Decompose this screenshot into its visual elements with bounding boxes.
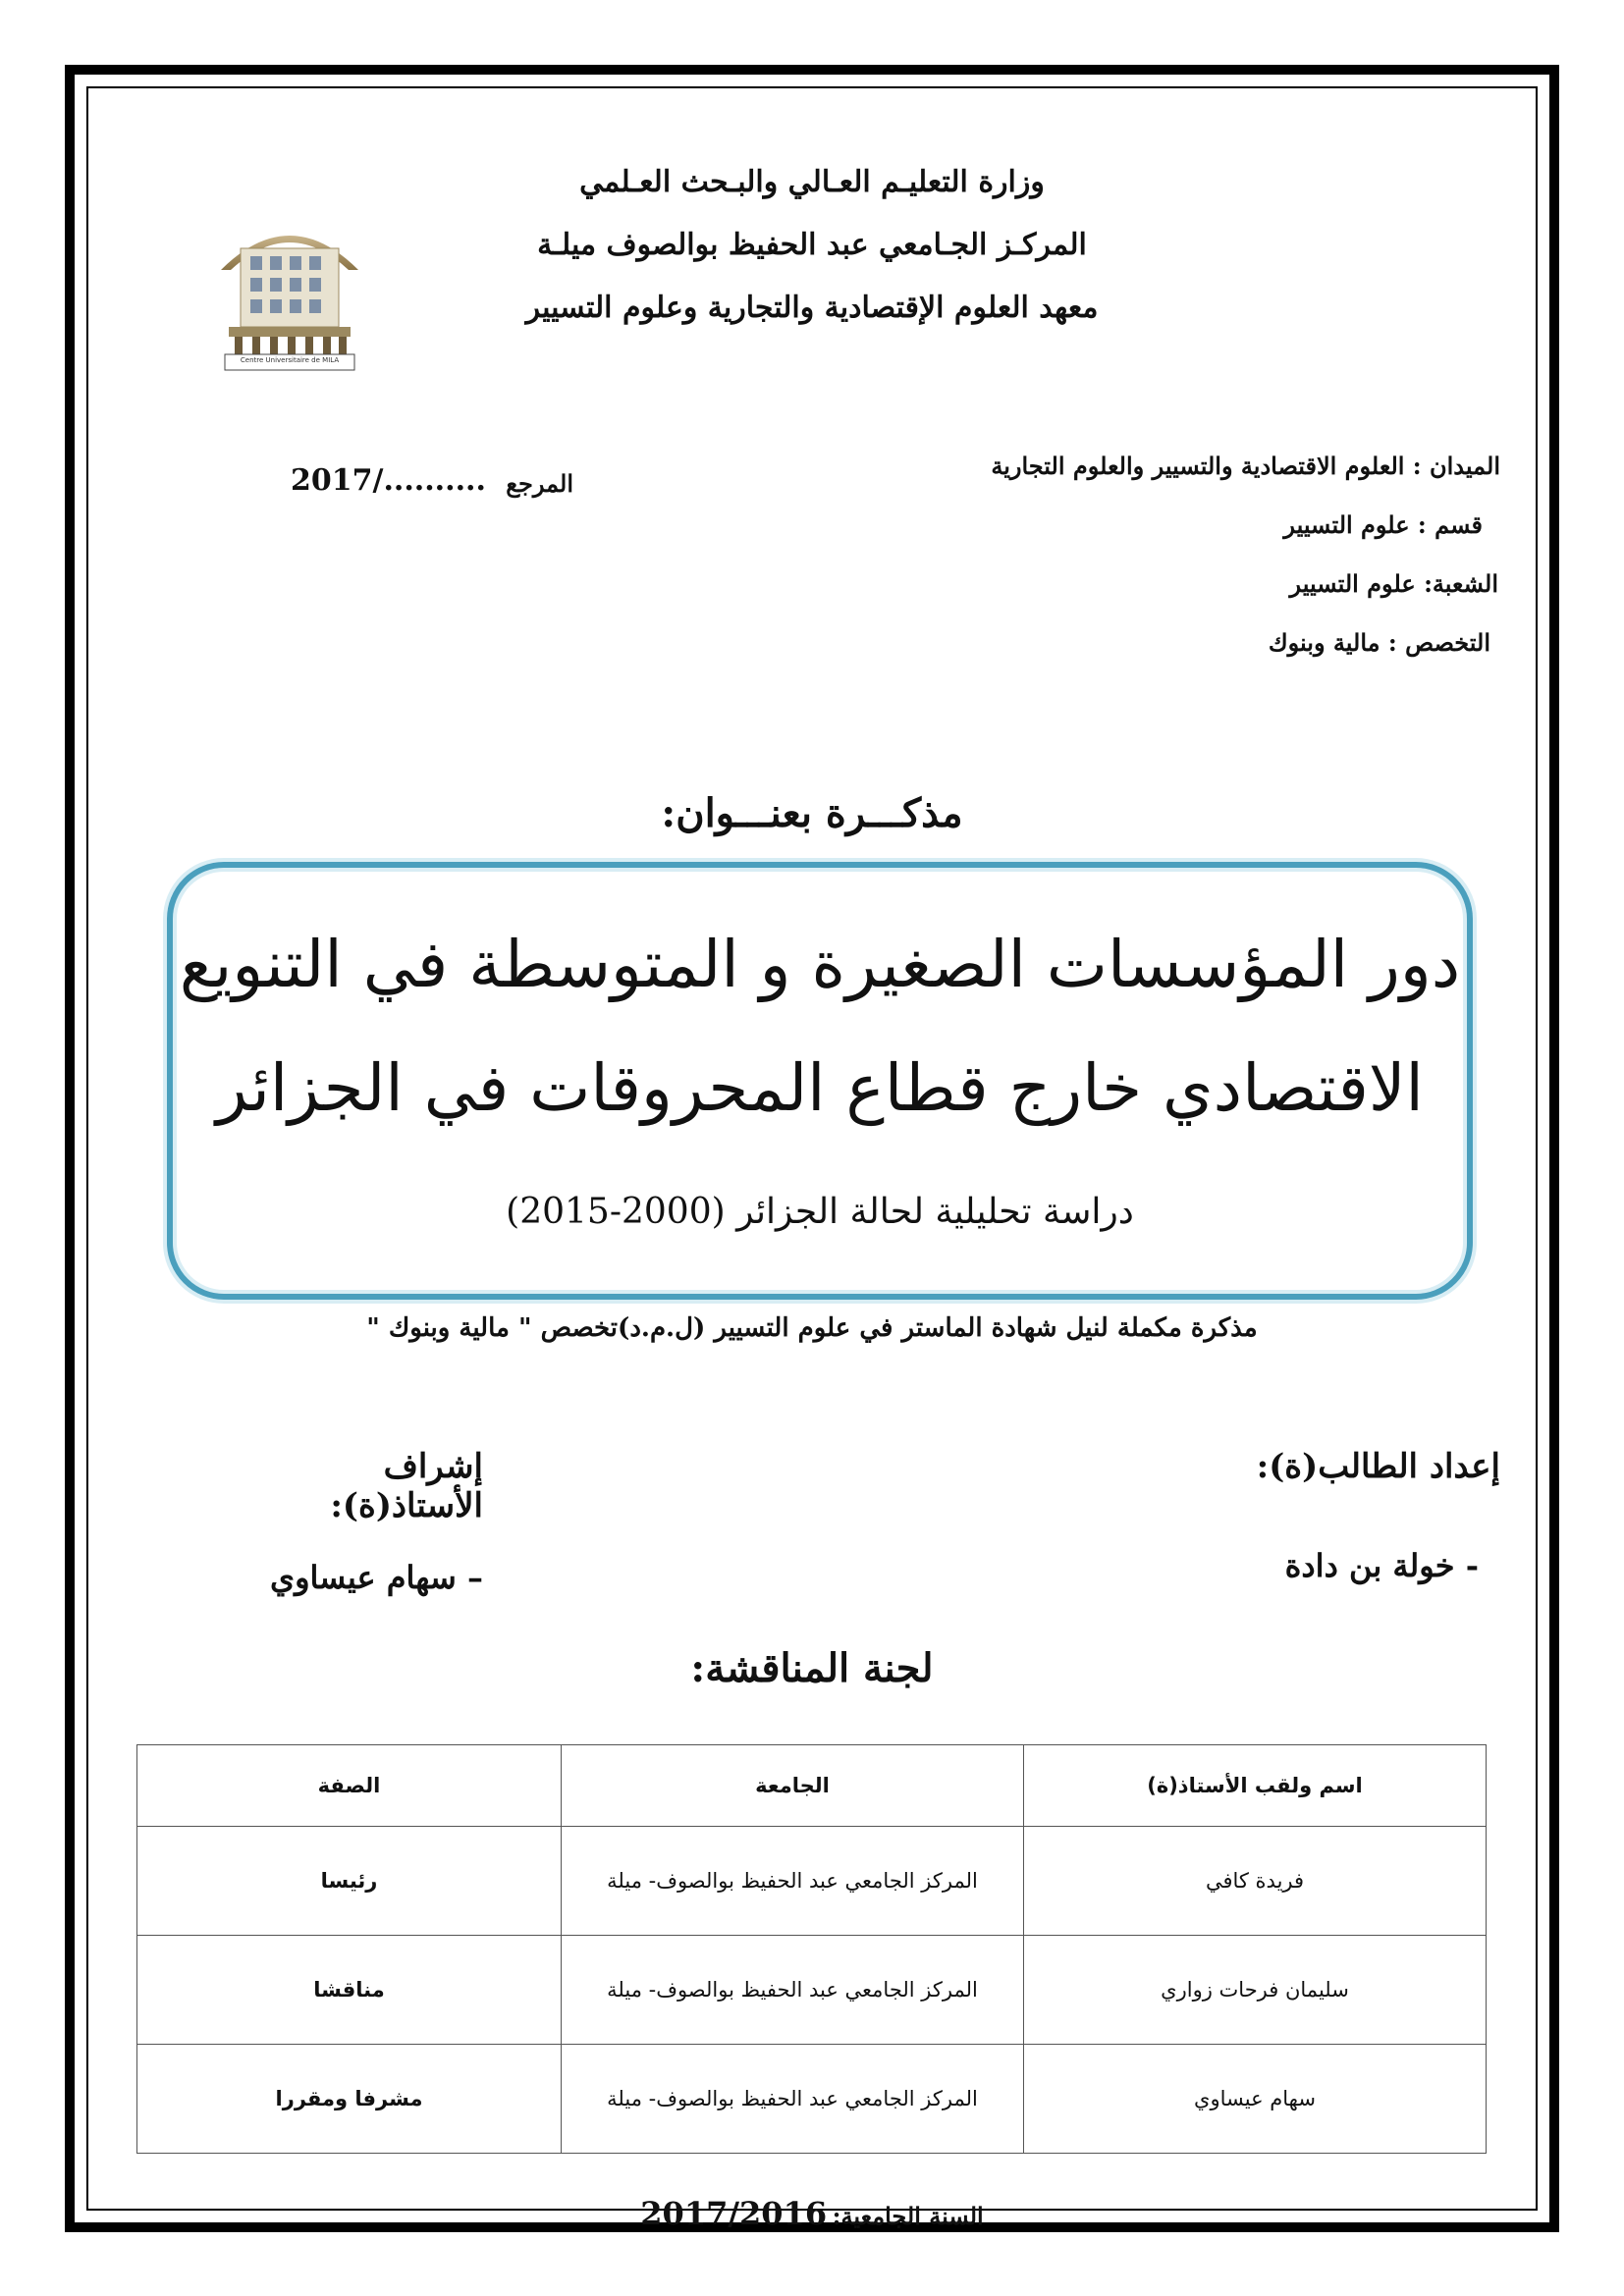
- table-header-row: [137, 1745, 1487, 1827]
- logo-caption: Centre Universitaire de MILA: [240, 356, 340, 364]
- department-field: قسم : علوم التسيير: [1283, 510, 1483, 539]
- member-name: فريدة كافي: [1024, 1827, 1487, 1936]
- member-name: سهام عيساوي: [1024, 2045, 1487, 2154]
- center-line: المركـز الجـامعي عبد الحفيظ بوالصوف ميلـة: [537, 228, 1087, 262]
- table-row: [137, 1936, 1487, 2045]
- specialty-field: التخصص : مالية وبنوك: [1268, 628, 1490, 657]
- title-line-1: دور المؤسسات الصغيرة و المتوسطة في التنويع: [179, 927, 1461, 1002]
- memo-heading: مذكـــرة بعنـــوان:: [661, 790, 963, 836]
- member-university: المركز الجامعي عبد الحفيظ بوالصوف- ميلة: [562, 1827, 1024, 1936]
- university-logo: [201, 201, 378, 378]
- title-subtitle: دراسة تحليلية لحالة الجزائر (2000-2015): [506, 1192, 1134, 1232]
- branch-field: الشعبة: علوم التسيير: [1289, 569, 1498, 598]
- academic-year-label: السنة الجامعية:: [832, 2202, 984, 2230]
- academic-year: [0, 2195, 1624, 2232]
- student-name: - خولة بن دادة: [1284, 1547, 1479, 1584]
- supervisor-label: إشراف الأستاذ(ة):: [330, 1447, 483, 1525]
- academic-year-value: 2017/2016: [640, 2195, 828, 2232]
- member-name: سليمان فرحات زواري: [1024, 1936, 1487, 2045]
- reference-label: المرجع: [506, 469, 573, 498]
- member-university: المركز الجامعي عبد الحفيظ بوالصوف- ميلة: [562, 2045, 1024, 2154]
- committee-heading: لجنة المناقشة:: [690, 1645, 934, 1691]
- table-row: [137, 2045, 1487, 2154]
- column-header-university: الجامعة: [562, 1745, 1024, 1827]
- reference-value: 2017/..........: [291, 463, 486, 498]
- member-role: مشرفا ومقررا: [137, 2045, 562, 2154]
- institute-line: معهد العلوم الإقتصادية والتجارية وعلوم التسيير: [525, 291, 1099, 325]
- member-university: المركز الجامعي عبد الحفيظ بوالصوف- ميلة: [562, 1936, 1024, 2045]
- member-role: رئيسا: [137, 1827, 562, 1936]
- ministry-line: وزارة التعليـم العـالي والبـحث العـلمي: [579, 165, 1045, 199]
- supervisor-name: – سهام عيساوي: [270, 1559, 483, 1596]
- student-label: إعداد الطالب(ة):: [1256, 1447, 1500, 1486]
- column-header-name: اسم ولقب الأستاذ(ة): [1024, 1745, 1487, 1827]
- committee-table: [136, 1744, 1487, 2154]
- title-box: [167, 862, 1473, 1300]
- domain-field: الميدان : العلوم الاقتصادية والتسيير والعلوم التجارية: [991, 452, 1500, 480]
- table-row: [137, 1827, 1487, 1936]
- member-role: مناقشا: [137, 1936, 562, 2045]
- title-line-2: الاقتصادي خارج قطاع المحروقات في الجزائر: [216, 1050, 1424, 1126]
- completion-note: مذكرة مكملة لنيل شهادة الماستر في علوم التسيير (ل.م.د)تخصص " مالية وبنوك ": [366, 1313, 1258, 1343]
- column-header-role: الصفة: [137, 1745, 562, 1827]
